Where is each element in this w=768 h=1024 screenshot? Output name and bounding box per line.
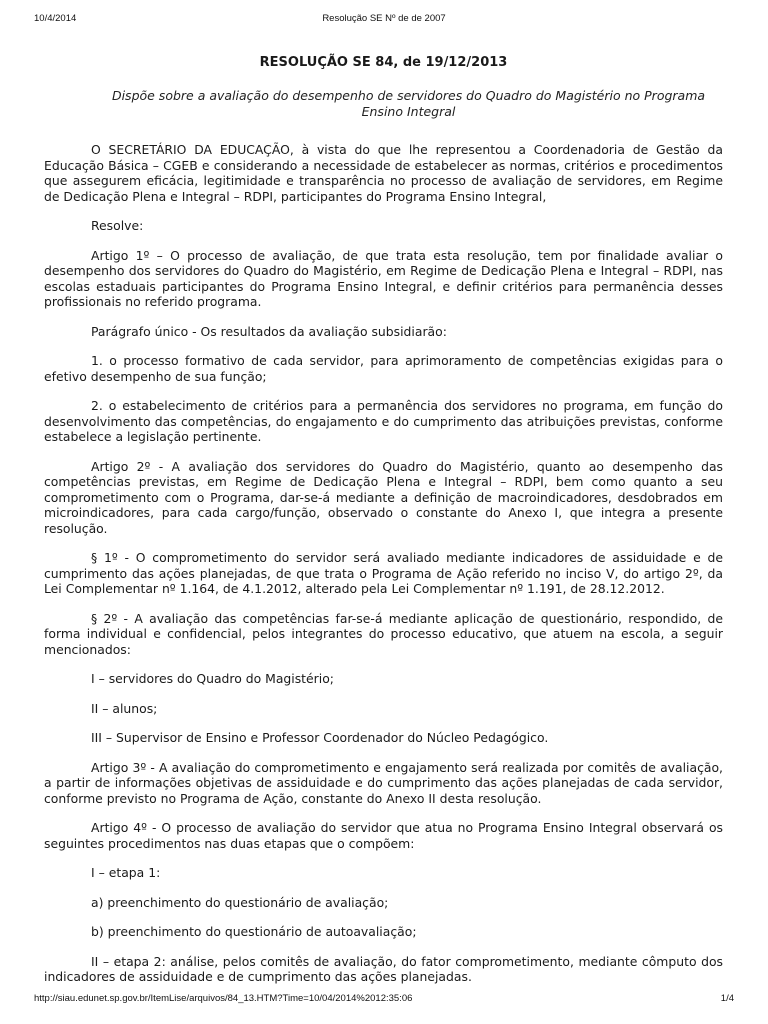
paragraph-etapa-1: I – etapa 1: [91,865,161,880]
paragraph-artigo-3: Artigo 3º - A avaliação do comprometimento e engajamento será realizada por comitês de avaliação, a partir de informações objetivas de assiduidade e do cumprimento das ações planejadas de cada servidor, conforme previsto no Programa de Ação, constante do Anexo II desta resolução. [44,759,723,806]
paragraph-etapa-2: II – etapa 2: análise, pelos comitês de avaliação, do fator comprometimento, mediante cômputo dos indicadores de assiduidade e de cumprimento das ações planejadas. [44,953,723,984]
print-doc-title: Resolução SE Nº de de 2007 [322,13,446,24]
paragraph-item-1: 1. o processo formativo de cada servidor, para aprimoramento de competências exigidas para o efetivo desempenho de sua função; [44,353,723,384]
paragraph-resolve: Resolve: [91,218,144,233]
paragraph-item-b: b) preenchimento do questionário de autoavaliação; [91,924,417,939]
print-url: http://siau.edunet.sp.gov.br/ItemLise/arquivos/84_13.HTM?Time=10/04/2014%2012:35:06 [34,993,413,1004]
print-footer [0,993,768,1007]
paragraph-par-1: § 1º - O comprometimento do servidor será avaliado mediante indicadores de assiduidade e de cumprimento das ações planejadas, de que trata o Programa de Ação referido no inciso V, do artigo 2º, da Lei Complementar nº 1.164, de 4.1.2012, alterado pela Lei Complementar nº 1.191, de 28.12.2012. [44,550,723,596]
page-number: 1/4 [720,993,734,1004]
paragraph-inciso-i: I – servidores do Quadro do Magistério; [91,671,334,686]
paragraph-artigo-2: Artigo 2º - A avaliação dos servidores do Quadro do Magistério, quanto ao desempenho das competências previstas, em Regime de Dedicação Plena e Integral – RDPI, bem como quanto a seu comprometimento com o Programa, dar-se-á mediante a definição de macroindicadores, desdobrados em microindicadores, para cada cargo/função, observado o constante do Anexo I, que integra a presente resolução. [44,458,723,536]
paragraph-inciso-ii: II – alunos; [91,700,158,716]
paragraph-item-a: a) preenchimento do questionário de avaliação; [91,894,389,910]
paragraph-artigo-1: Artigo 1º – O processo de avaliação, de que trata esta resolução, tem por finalidade avaliar o desempenho dos servidores do Quadro do Magistério, em Regime de Dedicação Plena e Integral – RDPI, nas escolas estaduais participantes do Programa Ensino Integral, e definir critérios para permanência desses profissionais no referido programa. [44,247,723,309]
print-header [0,13,768,27]
paragraph-artigo-4: Artigo 4º - O processo de avaliação do servidor que atua no Programa Ensino Integral observará os seguintes procedimentos nas duas etapas que o compõem: [44,820,723,851]
paragraph-paragrafo-unico: Parágrafo único - Os resultados da avaliação subsidiarão: [91,323,447,339]
paragraph-item-2: 2. o estabelecimento de critérios para a permanência dos servidores no programa, em função do desenvolvimento das competências, do engajamento e do cumprimento das atribuições previstas, conforme estabelece a legislação pertinente. [44,398,723,444]
document-title: RESOLUÇÃO SE 84, de 19/12/2013 [259,55,508,70]
document-subtitle: Dispõe sobre a avaliação do desempenho de servidores do Quadro do Magistério no Programa Ensino Integral [111,88,706,119]
document-body [44,54,723,999]
paragraph-inciso-iii: III – Supervisor de Ensino e Professor Coordenador do Núcleo Pedagógico. [91,730,549,745]
paragraph-preamble: O SECRETÁRIO DA EDUCAÇÃO, à vista do que lhe representou a Coordenadoria de Gestão da Educação Básica – CGEB e considerando a necessidade de estabelecer as normas, critérios e procedimentos que assegurem eficácia, legitimidade e transparência no processo de avaliação de servidores, em Regime de Dedicação Plena e Integral – RDPI, participantes do Programa Ensino Integral, [44,142,723,204]
paragraph-par-2: § 2º - A avaliação das competências far-se-á mediante aplicação de questionário, respondido, de forma individual e confidencial, pelos integrantes do processo educativo, que atuem na escola, a seguir mencionados: [44,610,723,657]
print-date: 10/4/2014 [34,13,77,24]
